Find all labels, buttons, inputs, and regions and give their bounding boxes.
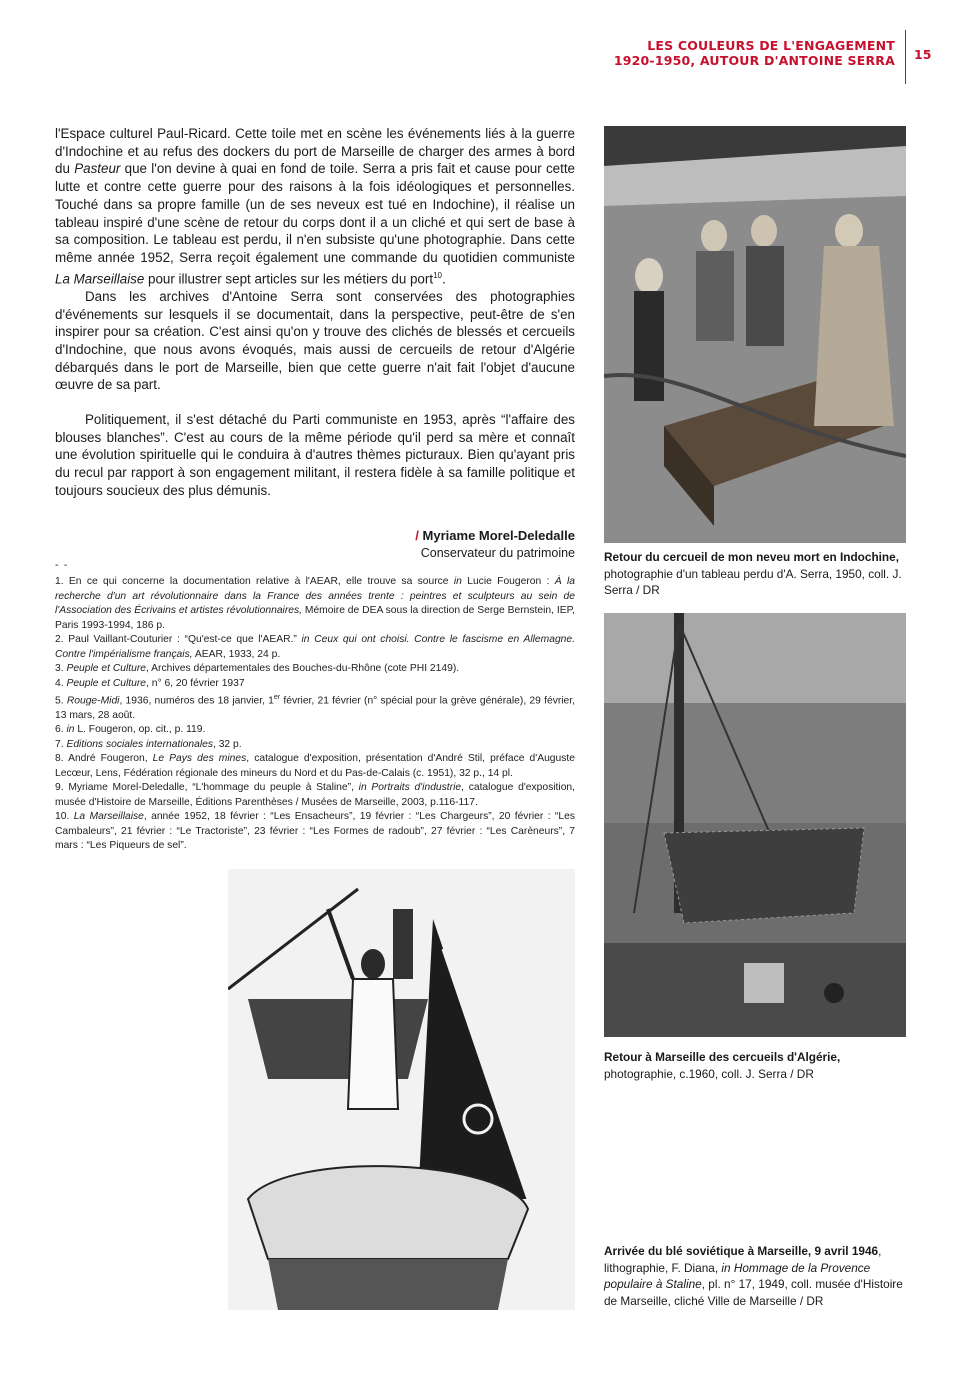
caption-painting-title: Retour du cercueil de mon neveu mort en Indochine, bbox=[604, 550, 899, 564]
paragraph-2: Dans les archives d'Antoine Serra sont conservées des photographies d'événements sur lesquels il se documentait, dans la perspective, peut-être de s'en inspirer pour sa création. C'est ainsi qu'on y trouve des clichés de blessés et cercueils d'Indochine, que nous avons évoqués, mais aussi de cercueils de retour d'Algérie débarqués dans le port de Marseille, bien que cette guerre n'ait fait l'objet d'aucune œuvre de sa part. bbox=[55, 288, 575, 393]
author-signature bbox=[415, 528, 575, 560]
running-header bbox=[614, 38, 895, 68]
caption-painting bbox=[604, 549, 914, 599]
paragraph-1 bbox=[55, 125, 575, 288]
author-role: Conservateur du patrimoine bbox=[420, 546, 575, 560]
running-header-subtitle: 1920-1950, AUTOUR D'ANTOINE SERRA bbox=[613, 53, 895, 68]
footnote-6: 6. in L. Fougeron, op. cit., p. 119. bbox=[55, 724, 206, 736]
caption-lithograph: Arrivée du blé soviétique à Marseille, 9 avril 1946, lithographie, F. Diana, in Hommage de la Provence populaire à Staline, pl. n° 17, 1949, coll. musée d'Histoire de Marseille, cliché Ville de Marseille / DR bbox=[604, 1244, 903, 1308]
p1-text-b: que l'on devine à quai en fond de toile. Serra a pris fait et cause pour cette lutte et contre cette guerre pour des raisons à la fois idéologiques et personnelles. Touché dans sa propre famille (un de ses neveux est tué en Indochine), il réalise un tableau inspiré d'une scène de retour du corps dont il a un cliché et qui sert de base à sa composition. Le tableau est perdu, il n'en subsiste qu'une photographie. Dans cette même année 1952, Serra reçoit également une commande du quotidien communiste bbox=[55, 161, 575, 265]
footnotes bbox=[55, 575, 575, 854]
header-divider bbox=[905, 30, 906, 84]
photo-algeria-coffins bbox=[604, 613, 906, 1037]
footnote-2: 2. Paul Vaillant-Couturier : “Qu'est-ce que l'AEAR.” in Ceux qui ont choisi. Contre le fascisme en Allemagne. Contre l'impérialisme français, AEAR, 1933, 24 p. bbox=[55, 634, 575, 660]
photo-illustration bbox=[604, 613, 906, 1037]
paragraph-3: Politiquement, il s'est détaché du Parti communiste en 1953, après “l'affaire des blouses blanches”. C'est au cours de la même période qu'il perd sa mère et connaît une évolution spirituelle qui le conduira à d'autres thèmes picturaux. Bien qu'ayant pris du recul par rapport à son engagement militant, il restera fidèle à sa famille politique et toujours soucieux des plus démunis. bbox=[55, 412, 575, 498]
footnote-ref-10[interactable]: 10 bbox=[433, 270, 442, 280]
footnote-separator: - - bbox=[55, 560, 69, 571]
footnote-7: 7. Editions sociales internationales, 32 p. bbox=[55, 738, 242, 750]
caption-lithograph-title: Arrivée du blé soviétique à Marseille, 9 avril 1946 bbox=[604, 1244, 879, 1258]
footnote-4: 4. Peuple et Culture, n° 6, 20 février 1937 bbox=[55, 677, 245, 689]
caption-algeria-title: Retour à Marseille des cercueils d'Algérie, bbox=[604, 1050, 841, 1064]
footnote-8: 8. André Fougeron, Le Pays des mines, catalogue d'exposition, présentation d'André Stil, préface d'Auguste Lecœur, Lens, Fédération régionale des mineurs du Nord et du Pas-de-Calais (c. 1951), 32 p., 14 pl. bbox=[55, 753, 575, 779]
caption-algeria bbox=[604, 1049, 914, 1082]
p1-italic-ship: Pasteur bbox=[74, 161, 121, 177]
signature-slash: / bbox=[415, 528, 419, 543]
caption-painting-details: photographie d'un tableau perdu d'A. Serra, 1950, coll. J. Serra / DR bbox=[604, 566, 902, 597]
caption-algeria-details: photographie, c.1960, coll. J. Serra / DR bbox=[604, 1066, 814, 1081]
footnote-5: 5. Rouge-Midi, 1936, numéros des 18 janvier, 1er février, 21 février (n° spécial pour la grève générale), 29 février, 13 mars, 28 août. bbox=[55, 694, 576, 721]
running-header-title: LES COULEURS DE L'ENGAGEMENT bbox=[647, 38, 895, 53]
footnote-3: 3. Peuple et Culture, Archives départementales des Bouches-du-Rhône (cote PHI 2149). bbox=[55, 663, 460, 674]
article-body bbox=[55, 125, 575, 500]
p1-text-end: . bbox=[441, 271, 446, 287]
author-name: Myriame Morel-Deledalle bbox=[422, 528, 575, 543]
footnote-10: 10. La Marseillaise, année 1952, 18 février : “Les Ensacheurs”, 19 février : “Les Chargeurs”, 20 février : “Les Cambaleurs”, 21 février : “Le Tractoriste”, 23 février : “Les Formes de radoub”, 27 février : “Les Carèneurs”, 7 mars : “Les Piqueurs de sel”. bbox=[55, 811, 575, 852]
p1-text-c: pour illustrer sept articles sur les métiers du port bbox=[144, 271, 434, 287]
footnote-1: 1. En ce qui concerne la documentation relative à l'AEAR, elle trouve sa source in Lucie Fougeron : À la recherche d'un art révolutionnaire dans la France des années trente : peintres et sculpteurs au sein de l'Association des Écrivains et artistes révolutionnaires, Mémoire de DEA sous la direction de Serge Bernstein, IEP, Paris 1993-1994, 186 p. bbox=[55, 576, 575, 631]
footnote-9: 9. Myriame Morel-Deledalle, “L'hommage du peuple à Staline”, in Portraits d'industrie, catalogue d'exposition, musée d'Histoire de Marseille, Éditions Parenthèses / Musées de Marseille, 2003, p.116-117. bbox=[55, 782, 576, 808]
page-number: 15 bbox=[914, 47, 932, 62]
lithograph-soviet-wheat bbox=[228, 869, 575, 1310]
p1-italic-newspaper: La Marseillaise bbox=[55, 271, 145, 287]
painting-photo-coffin-indochina bbox=[604, 126, 906, 543]
p1-text-a: l'Espace culturel Paul-Ricard. Cette toile met en scène les événements liés à la guerre d'Indochine et au refus des dockers du port de Marseille de charger des armes à bord du bbox=[55, 126, 575, 177]
lithograph-illustration bbox=[228, 869, 575, 1310]
painting-illustration bbox=[604, 126, 906, 543]
